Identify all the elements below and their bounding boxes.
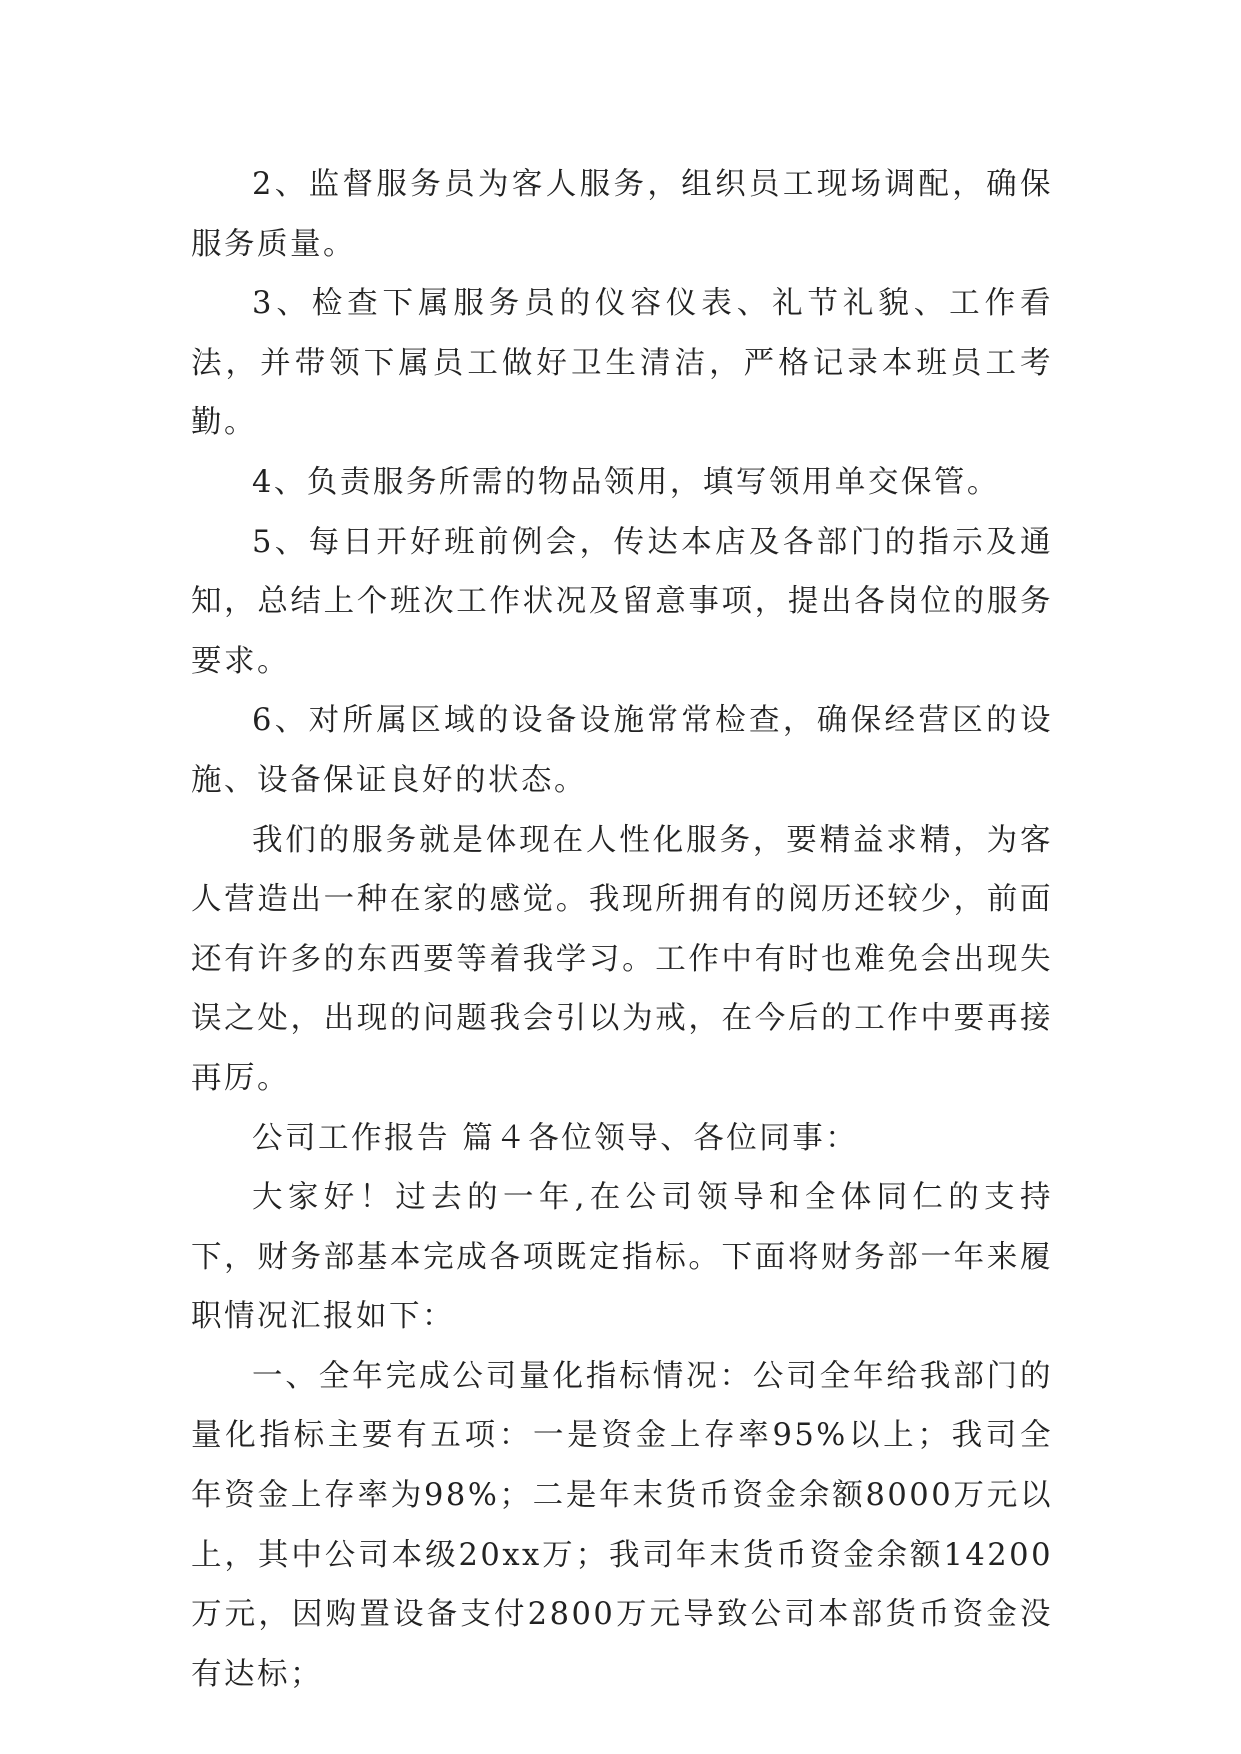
paragraph-item-5: 5、每日开好班前例会，传达本店及各部门的指示及通知，总结上个班次工作状况及留意事项，提出各岗位的服务要求。: [191, 524, 1053, 679]
paragraph-item-3: 3、检查下属服务员的仪容仪表、礼节礼貌、工作看法，并带领下属员工做好卫生清洁，严格记录本班员工考勤。: [191, 286, 1053, 441]
paragraph-report-heading: 公司工作报告 篇４各位领导、各位同事：: [252, 1120, 859, 1156]
paragraph-item-6: 6、对所属区域的设备设施常常检查，确保经营区的设施、设备保证良好的状态。: [191, 703, 1053, 798]
paragraph-service-summary: 我们的服务就是体现在人性化服务，要精益求精，为客人营造出一种在家的感觉。我现所拥有的阅历还较少，前面还有许多的东西要等着我学习。工作中有时也难免会出现失误之处，出现的问题我会引以为戒，在今后的工作中要再接再厉。: [191, 822, 1053, 1096]
paragraph-item-2: 2、监督服务员为客人服务，组织员工现场调配，确保服务质量。: [191, 167, 1053, 262]
document-body: [191, 155, 1053, 1704]
paragraph-greeting: 大家好！过去的一年,在公司领导和全体同仁的支持下，财务部基本完成各项既定指标。下面将财务部一年来履职情况汇报如下：: [191, 1180, 1053, 1335]
paragraph-item-4: 4、负责服务所需的物品领用，填写领用单交保管。: [252, 464, 1000, 500]
paragraph-section-one: 一、全年完成公司量化指标情况：公司全年给我部门的量化指标主要有五项：一是资金上存率95%以上；我司全年资金上存率为98%；二是年末货币资金余额8000万元以上，其中公司本级20xx万；我司年末货币资金余额14200万元，因购置设备支付2800万元导致公司本部货币资金没有达标；: [191, 1358, 1053, 1692]
